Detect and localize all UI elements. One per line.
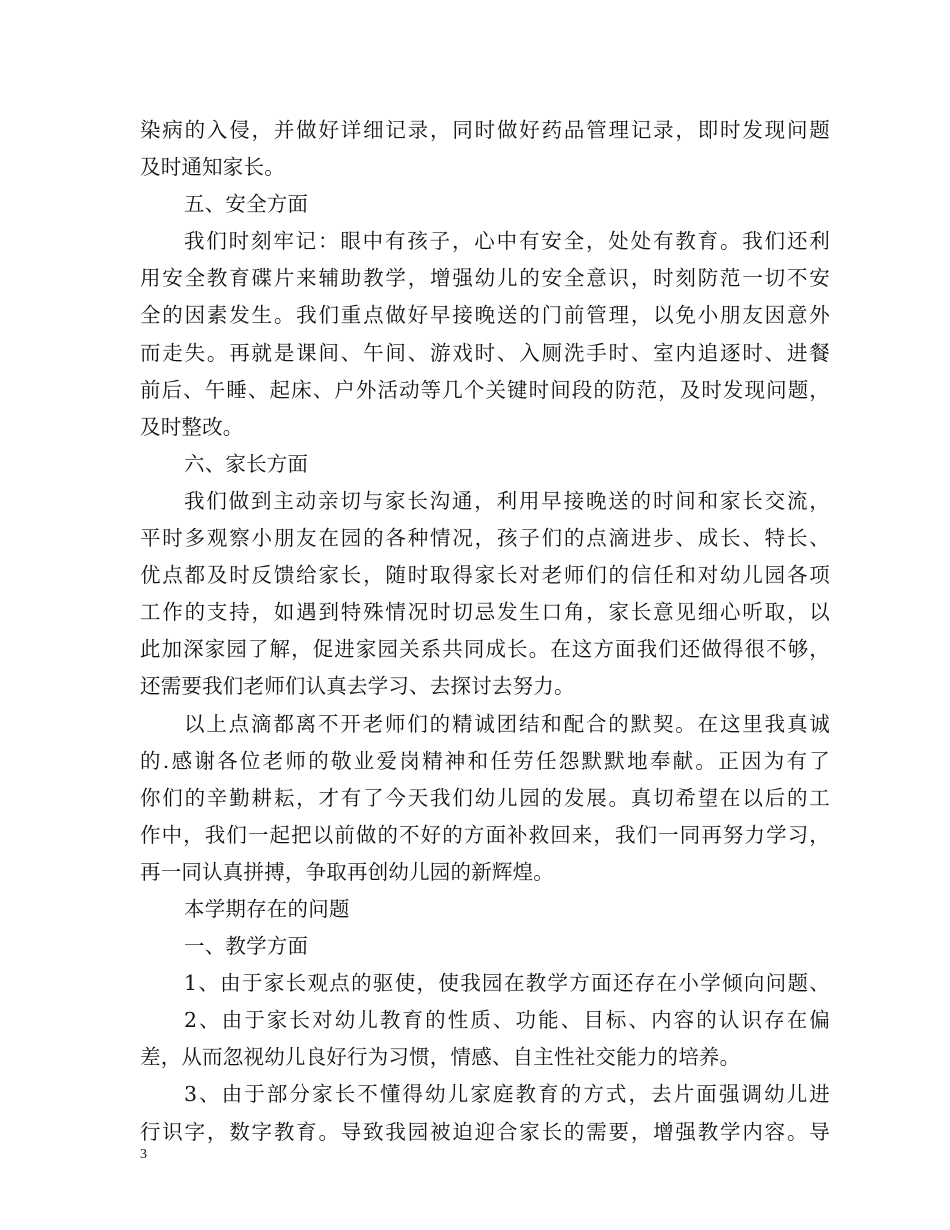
text-line: 染病的入侵，并做好详细记录，同时做好药品管理记录，即时发现问题: [140, 118, 830, 142]
text-line: 我们时刻牢记：眼中有孩子，心中有安全，处处有教育。我们还利: [184, 229, 830, 254]
text-line: 差，从而忽视幼儿良好行为习惯，情感、自主性社交能力的培养。: [140, 1045, 741, 1070]
text-line: 全的因素发生。我们重点做好早接晚送的门前管理，以免小朋友因意外: [140, 303, 830, 328]
text-line: 前后、午睡、起床、户外活动等几个关键时间段的防范，及时发现问题，: [140, 377, 830, 402]
text-line: 及时整改。: [140, 414, 244, 439]
text-line: 行识字，数字教育。导致我园被迫迎合家长的需要，增强教学内容。导: [140, 1119, 830, 1144]
text-line: 及时通知家长。: [140, 155, 285, 180]
section-heading: 五、安全方面: [184, 192, 309, 217]
text-line: 3、由于部分家长不懂得幼儿家庭教育的方式，去片面强调幼儿进: [184, 1082, 830, 1107]
page-number: 3: [140, 1147, 147, 1162]
document-body: [140, 112, 830, 1151]
section-heading: 六、家长方面: [184, 451, 309, 476]
text-line: 平时多观察小朋友在园的各种情况，孩子们的点滴进步、成长、特长、: [140, 526, 830, 551]
text-line: 2、由于家长对幼儿教育的性质、功能、目标、内容的认识存在偏: [184, 1008, 830, 1033]
text-line: 工作的支持，如遇到特殊情况时切忌发生口角，家长意见细心听取，以: [140, 600, 830, 625]
text-line: 用安全教育碟片来辅助教学，增强幼儿的安全意识，时刻防范一切不安: [140, 266, 830, 291]
section-heading: 一、教学方面: [184, 934, 309, 959]
section-heading: 本学期存在的问题: [184, 896, 350, 921]
text-line: 此加深家园了解，促进家园关系共同成长。在这方面我们还做得很不够，: [140, 637, 830, 662]
text-line: 还需要我们老师们认真去学习、去探讨去努力。: [140, 674, 575, 699]
text-line: 再一同认真拼搏，争取再创幼儿园的新辉煌。: [140, 859, 554, 884]
text-line: 优点都及时反馈给家长，随时取得家长对老师们的信任和对幼儿园各项: [140, 563, 830, 588]
text-line: 以上点滴都离不开老师们的精诚团结和配合的默契。在这里我真诚: [184, 711, 830, 736]
text-line: 而走失。再就是课间、午间、游戏时、入厕洗手时、室内追逐时、进餐: [140, 340, 830, 365]
text-line: 作中，我们一起把以前做的不好的方面补救回来，我们一同再努力学习，: [140, 822, 830, 847]
text-line: 1、由于家长观点的驱使，使我园在教学方面还存在小学倾向问题、: [184, 971, 830, 996]
text-line: 你们的辛勤耕耘，才有了今天我们幼儿园的发展。真切希望在以后的工: [140, 785, 830, 810]
text-line: 我们做到主动亲切与家长沟通，利用早接晚送的时间和家长交流，: [184, 488, 830, 513]
text-line: 的.感谢各位老师的敬业爱岗精神和任劳任怨默默地奉献。正因为有了: [140, 748, 830, 773]
